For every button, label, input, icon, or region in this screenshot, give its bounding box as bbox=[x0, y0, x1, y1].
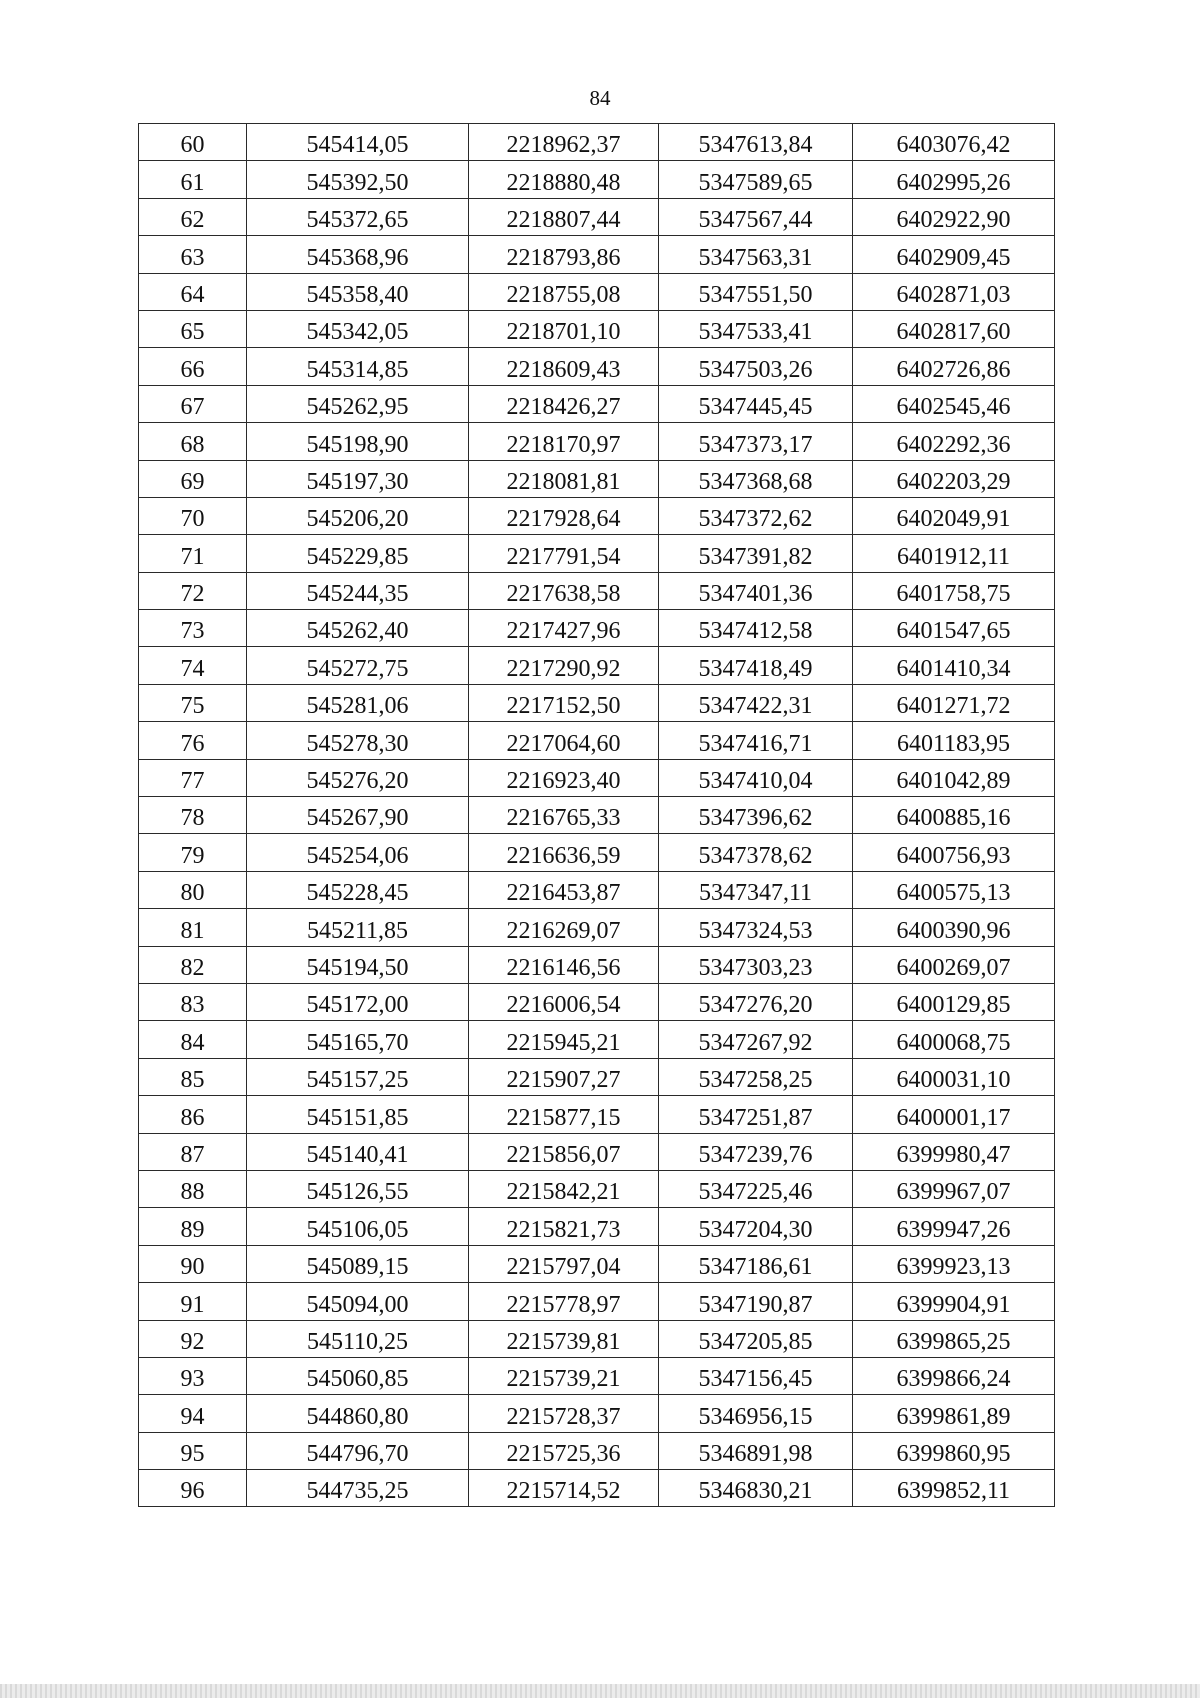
y2-coordinate-cell: 6402995,26 bbox=[853, 161, 1055, 198]
y2-coordinate-cell: 6401912,11 bbox=[853, 535, 1055, 572]
x2-coordinate-cell: 5347251,87 bbox=[659, 1096, 853, 1133]
y2-coordinate-cell: 6402049,91 bbox=[853, 497, 1055, 534]
x2-coordinate-cell: 5347378,62 bbox=[659, 834, 853, 871]
point-number-cell: 66 bbox=[139, 348, 247, 385]
table-row bbox=[139, 1357, 1055, 1394]
table-row bbox=[139, 797, 1055, 834]
x-coordinate-cell: 545358,40 bbox=[247, 273, 469, 310]
y2-coordinate-cell: 6399861,89 bbox=[853, 1395, 1055, 1432]
x2-coordinate-cell: 5347205,85 bbox=[659, 1320, 853, 1357]
point-number-cell: 79 bbox=[139, 834, 247, 871]
point-number-cell: 71 bbox=[139, 535, 247, 572]
table-row bbox=[139, 273, 1055, 310]
table-row bbox=[139, 535, 1055, 572]
x-coordinate-cell: 545314,85 bbox=[247, 348, 469, 385]
y-coordinate-cell: 2218170,97 bbox=[469, 423, 659, 460]
table-row bbox=[139, 610, 1055, 647]
x2-coordinate-cell: 5347533,41 bbox=[659, 310, 853, 347]
y2-coordinate-cell: 6401042,89 bbox=[853, 759, 1055, 796]
x-coordinate-cell: 545194,50 bbox=[247, 946, 469, 983]
x2-coordinate-cell: 5347204,30 bbox=[659, 1208, 853, 1245]
table-row bbox=[139, 1283, 1055, 1320]
x2-coordinate-cell: 5347373,17 bbox=[659, 423, 853, 460]
x2-coordinate-cell: 5347156,45 bbox=[659, 1357, 853, 1394]
point-number-cell: 95 bbox=[139, 1432, 247, 1469]
point-number-cell: 78 bbox=[139, 797, 247, 834]
y-coordinate-cell: 2217928,64 bbox=[469, 497, 659, 534]
x2-coordinate-cell: 5347412,58 bbox=[659, 610, 853, 647]
point-number-cell: 72 bbox=[139, 572, 247, 609]
point-number-cell: 80 bbox=[139, 871, 247, 908]
point-number-cell: 91 bbox=[139, 1283, 247, 1320]
point-number-cell: 69 bbox=[139, 460, 247, 497]
y2-coordinate-cell: 6402922,90 bbox=[853, 198, 1055, 235]
table-row bbox=[139, 385, 1055, 422]
y2-coordinate-cell: 6400885,16 bbox=[853, 797, 1055, 834]
y2-coordinate-cell: 6400068,75 bbox=[853, 1021, 1055, 1058]
table-row bbox=[139, 236, 1055, 273]
point-number-cell: 81 bbox=[139, 909, 247, 946]
x2-coordinate-cell: 5347372,62 bbox=[659, 497, 853, 534]
table-row bbox=[139, 983, 1055, 1020]
x-coordinate-cell: 545262,95 bbox=[247, 385, 469, 422]
y2-coordinate-cell: 6402871,03 bbox=[853, 273, 1055, 310]
x-coordinate-cell: 545281,06 bbox=[247, 684, 469, 721]
table-row bbox=[139, 1245, 1055, 1282]
x2-coordinate-cell: 5346891,98 bbox=[659, 1432, 853, 1469]
x-coordinate-cell: 545198,90 bbox=[247, 423, 469, 460]
y-coordinate-cell: 2217152,50 bbox=[469, 684, 659, 721]
table-row bbox=[139, 1470, 1055, 1507]
y2-coordinate-cell: 6402292,36 bbox=[853, 423, 1055, 460]
x-coordinate-cell: 545368,96 bbox=[247, 236, 469, 273]
x-coordinate-cell: 545392,50 bbox=[247, 161, 469, 198]
x-coordinate-cell: 545278,30 bbox=[247, 722, 469, 759]
y2-coordinate-cell: 6399860,95 bbox=[853, 1432, 1055, 1469]
x-coordinate-cell: 545272,75 bbox=[247, 647, 469, 684]
x2-coordinate-cell: 5347416,71 bbox=[659, 722, 853, 759]
x-coordinate-cell: 545262,40 bbox=[247, 610, 469, 647]
x2-coordinate-cell: 5347563,31 bbox=[659, 236, 853, 273]
point-number-cell: 89 bbox=[139, 1208, 247, 1245]
table-row bbox=[139, 161, 1055, 198]
point-number-cell: 93 bbox=[139, 1357, 247, 1394]
x2-coordinate-cell: 5347445,45 bbox=[659, 385, 853, 422]
point-number-cell: 88 bbox=[139, 1170, 247, 1207]
y-coordinate-cell: 2216453,87 bbox=[469, 871, 659, 908]
y-coordinate-cell: 2218426,27 bbox=[469, 385, 659, 422]
x-coordinate-cell: 545094,00 bbox=[247, 1283, 469, 1320]
table-row bbox=[139, 684, 1055, 721]
y2-coordinate-cell: 6402203,29 bbox=[853, 460, 1055, 497]
point-number-cell: 61 bbox=[139, 161, 247, 198]
y2-coordinate-cell: 6403076,42 bbox=[853, 124, 1055, 161]
point-number-cell: 74 bbox=[139, 647, 247, 684]
y2-coordinate-cell: 6400129,85 bbox=[853, 983, 1055, 1020]
x2-coordinate-cell: 5347396,62 bbox=[659, 797, 853, 834]
y2-coordinate-cell: 6399904,91 bbox=[853, 1283, 1055, 1320]
point-number-cell: 64 bbox=[139, 273, 247, 310]
y-coordinate-cell: 2215907,27 bbox=[469, 1058, 659, 1095]
table-row bbox=[139, 946, 1055, 983]
x2-coordinate-cell: 5347186,61 bbox=[659, 1245, 853, 1282]
table-row bbox=[139, 759, 1055, 796]
point-number-cell: 62 bbox=[139, 198, 247, 235]
x2-coordinate-cell: 5347258,25 bbox=[659, 1058, 853, 1095]
table-row bbox=[139, 124, 1055, 161]
table-row bbox=[139, 1208, 1055, 1245]
y2-coordinate-cell: 6399967,07 bbox=[853, 1170, 1055, 1207]
point-number-cell: 68 bbox=[139, 423, 247, 460]
x2-coordinate-cell: 5346956,15 bbox=[659, 1395, 853, 1432]
table-row bbox=[139, 1432, 1055, 1469]
y-coordinate-cell: 2215739,21 bbox=[469, 1357, 659, 1394]
table-row bbox=[139, 1021, 1055, 1058]
table-row bbox=[139, 1058, 1055, 1095]
table-row bbox=[139, 1096, 1055, 1133]
point-number-cell: 63 bbox=[139, 236, 247, 273]
y2-coordinate-cell: 6400031,10 bbox=[853, 1058, 1055, 1095]
x-coordinate-cell: 545372,65 bbox=[247, 198, 469, 235]
x-coordinate-cell: 545244,35 bbox=[247, 572, 469, 609]
x-coordinate-cell: 545414,05 bbox=[247, 124, 469, 161]
point-number-cell: 92 bbox=[139, 1320, 247, 1357]
y2-coordinate-cell: 6400756,93 bbox=[853, 834, 1055, 871]
y2-coordinate-cell: 6399947,26 bbox=[853, 1208, 1055, 1245]
y-coordinate-cell: 2216146,56 bbox=[469, 946, 659, 983]
y-coordinate-cell: 2215797,04 bbox=[469, 1245, 659, 1282]
point-number-cell: 87 bbox=[139, 1133, 247, 1170]
x-coordinate-cell: 545165,70 bbox=[247, 1021, 469, 1058]
x-coordinate-cell: 545110,25 bbox=[247, 1320, 469, 1357]
y2-coordinate-cell: 6399865,25 bbox=[853, 1320, 1055, 1357]
point-number-cell: 83 bbox=[139, 983, 247, 1020]
point-number-cell: 73 bbox=[139, 610, 247, 647]
y-coordinate-cell: 2218793,86 bbox=[469, 236, 659, 273]
page-number: 84 bbox=[589, 86, 611, 110]
point-number-cell: 67 bbox=[139, 385, 247, 422]
point-number-cell: 82 bbox=[139, 946, 247, 983]
x2-coordinate-cell: 5347324,53 bbox=[659, 909, 853, 946]
x-coordinate-cell: 545229,85 bbox=[247, 535, 469, 572]
y-coordinate-cell: 2217791,54 bbox=[469, 535, 659, 572]
point-number-cell: 77 bbox=[139, 759, 247, 796]
x-coordinate-cell: 545206,20 bbox=[247, 497, 469, 534]
x-coordinate-cell: 545228,45 bbox=[247, 871, 469, 908]
point-number-cell: 84 bbox=[139, 1021, 247, 1058]
x-coordinate-cell: 545089,15 bbox=[247, 1245, 469, 1282]
x2-coordinate-cell: 5347267,92 bbox=[659, 1021, 853, 1058]
y-coordinate-cell: 2215945,21 bbox=[469, 1021, 659, 1058]
x-coordinate-cell: 545197,30 bbox=[247, 460, 469, 497]
y2-coordinate-cell: 6401183,95 bbox=[853, 722, 1055, 759]
x2-coordinate-cell: 5347391,82 bbox=[659, 535, 853, 572]
coordinates-table bbox=[138, 123, 1055, 1507]
y-coordinate-cell: 2215842,21 bbox=[469, 1170, 659, 1207]
x-coordinate-cell: 544860,80 bbox=[247, 1395, 469, 1432]
table-row bbox=[139, 909, 1055, 946]
point-number-cell: 75 bbox=[139, 684, 247, 721]
y-coordinate-cell: 2215778,97 bbox=[469, 1283, 659, 1320]
table-row bbox=[139, 722, 1055, 759]
y-coordinate-cell: 2215877,15 bbox=[469, 1096, 659, 1133]
table-row bbox=[139, 647, 1055, 684]
x2-coordinate-cell: 5347401,36 bbox=[659, 572, 853, 609]
y-coordinate-cell: 2216765,33 bbox=[469, 797, 659, 834]
y-coordinate-cell: 2215725,36 bbox=[469, 1432, 659, 1469]
x2-coordinate-cell: 5347613,84 bbox=[659, 124, 853, 161]
x-coordinate-cell: 544735,25 bbox=[247, 1470, 469, 1507]
x-coordinate-cell: 545211,85 bbox=[247, 909, 469, 946]
x-coordinate-cell: 544796,70 bbox=[247, 1432, 469, 1469]
table-row bbox=[139, 834, 1055, 871]
y2-coordinate-cell: 6400575,13 bbox=[853, 871, 1055, 908]
y-coordinate-cell: 2215714,52 bbox=[469, 1470, 659, 1507]
x-coordinate-cell: 545126,55 bbox=[247, 1170, 469, 1207]
table-row bbox=[139, 460, 1055, 497]
x-coordinate-cell: 545060,85 bbox=[247, 1357, 469, 1394]
point-number-cell: 85 bbox=[139, 1058, 247, 1095]
y2-coordinate-cell: 6401271,72 bbox=[853, 684, 1055, 721]
x2-coordinate-cell: 5347347,11 bbox=[659, 871, 853, 908]
y2-coordinate-cell: 6399923,13 bbox=[853, 1245, 1055, 1282]
y-coordinate-cell: 2218962,37 bbox=[469, 124, 659, 161]
y-coordinate-cell: 2215856,07 bbox=[469, 1133, 659, 1170]
point-number-cell: 65 bbox=[139, 310, 247, 347]
x2-coordinate-cell: 5347410,04 bbox=[659, 759, 853, 796]
point-number-cell: 90 bbox=[139, 1245, 247, 1282]
table-row bbox=[139, 1133, 1055, 1170]
point-number-cell: 86 bbox=[139, 1096, 247, 1133]
point-number-cell: 94 bbox=[139, 1395, 247, 1432]
scan-edge-strip bbox=[0, 1684, 1200, 1698]
y-coordinate-cell: 2218701,10 bbox=[469, 310, 659, 347]
x2-coordinate-cell: 5347503,26 bbox=[659, 348, 853, 385]
y2-coordinate-cell: 6400390,96 bbox=[853, 909, 1055, 946]
y-coordinate-cell: 2217427,96 bbox=[469, 610, 659, 647]
x2-coordinate-cell: 5347567,44 bbox=[659, 198, 853, 235]
y-coordinate-cell: 2216923,40 bbox=[469, 759, 659, 796]
table-row bbox=[139, 198, 1055, 235]
x2-coordinate-cell: 5347276,20 bbox=[659, 983, 853, 1020]
y2-coordinate-cell: 6399852,11 bbox=[853, 1470, 1055, 1507]
x-coordinate-cell: 545172,00 bbox=[247, 983, 469, 1020]
x2-coordinate-cell: 5347225,46 bbox=[659, 1170, 853, 1207]
x-coordinate-cell: 545106,05 bbox=[247, 1208, 469, 1245]
x-coordinate-cell: 545254,06 bbox=[247, 834, 469, 871]
table-row bbox=[139, 1395, 1055, 1432]
coordinates-table-body bbox=[139, 124, 1055, 1507]
table-row bbox=[139, 871, 1055, 908]
table-row bbox=[139, 423, 1055, 460]
y-coordinate-cell: 2218755,08 bbox=[469, 273, 659, 310]
table-row bbox=[139, 348, 1055, 385]
y2-coordinate-cell: 6401410,34 bbox=[853, 647, 1055, 684]
y2-coordinate-cell: 6399980,47 bbox=[853, 1133, 1055, 1170]
y2-coordinate-cell: 6400001,17 bbox=[853, 1096, 1055, 1133]
x-coordinate-cell: 545140,41 bbox=[247, 1133, 469, 1170]
x2-coordinate-cell: 5347551,50 bbox=[659, 273, 853, 310]
x2-coordinate-cell: 5346830,21 bbox=[659, 1470, 853, 1507]
point-number-cell: 76 bbox=[139, 722, 247, 759]
y-coordinate-cell: 2215739,81 bbox=[469, 1320, 659, 1357]
y2-coordinate-cell: 6401758,75 bbox=[853, 572, 1055, 609]
y2-coordinate-cell: 6399866,24 bbox=[853, 1357, 1055, 1394]
point-number-cell: 96 bbox=[139, 1470, 247, 1507]
x-coordinate-cell: 545151,85 bbox=[247, 1096, 469, 1133]
x2-coordinate-cell: 5347239,76 bbox=[659, 1133, 853, 1170]
x2-coordinate-cell: 5347418,49 bbox=[659, 647, 853, 684]
y-coordinate-cell: 2216006,54 bbox=[469, 983, 659, 1020]
y-coordinate-cell: 2217064,60 bbox=[469, 722, 659, 759]
x2-coordinate-cell: 5347190,87 bbox=[659, 1283, 853, 1320]
y-coordinate-cell: 2216636,59 bbox=[469, 834, 659, 871]
y-coordinate-cell: 2218880,48 bbox=[469, 161, 659, 198]
y2-coordinate-cell: 6402909,45 bbox=[853, 236, 1055, 273]
x2-coordinate-cell: 5347303,23 bbox=[659, 946, 853, 983]
y-coordinate-cell: 2218807,44 bbox=[469, 198, 659, 235]
x-coordinate-cell: 545276,20 bbox=[247, 759, 469, 796]
x2-coordinate-cell: 5347368,68 bbox=[659, 460, 853, 497]
table-row bbox=[139, 1170, 1055, 1207]
y2-coordinate-cell: 6402817,60 bbox=[853, 310, 1055, 347]
y-coordinate-cell: 2218081,81 bbox=[469, 460, 659, 497]
y-coordinate-cell: 2216269,07 bbox=[469, 909, 659, 946]
x2-coordinate-cell: 5347589,65 bbox=[659, 161, 853, 198]
y-coordinate-cell: 2217638,58 bbox=[469, 572, 659, 609]
point-number-cell: 70 bbox=[139, 497, 247, 534]
y-coordinate-cell: 2218609,43 bbox=[469, 348, 659, 385]
table-row bbox=[139, 572, 1055, 609]
y2-coordinate-cell: 6402545,46 bbox=[853, 385, 1055, 422]
x2-coordinate-cell: 5347422,31 bbox=[659, 684, 853, 721]
x-coordinate-cell: 545157,25 bbox=[247, 1058, 469, 1095]
point-number-cell: 60 bbox=[139, 124, 247, 161]
x-coordinate-cell: 545267,90 bbox=[247, 797, 469, 834]
y2-coordinate-cell: 6400269,07 bbox=[853, 946, 1055, 983]
table-row bbox=[139, 310, 1055, 347]
y-coordinate-cell: 2217290,92 bbox=[469, 647, 659, 684]
y2-coordinate-cell: 6401547,65 bbox=[853, 610, 1055, 647]
y2-coordinate-cell: 6402726,86 bbox=[853, 348, 1055, 385]
table-row bbox=[139, 497, 1055, 534]
table-row bbox=[139, 1320, 1055, 1357]
x-coordinate-cell: 545342,05 bbox=[247, 310, 469, 347]
y-coordinate-cell: 2215728,37 bbox=[469, 1395, 659, 1432]
y-coordinate-cell: 2215821,73 bbox=[469, 1208, 659, 1245]
